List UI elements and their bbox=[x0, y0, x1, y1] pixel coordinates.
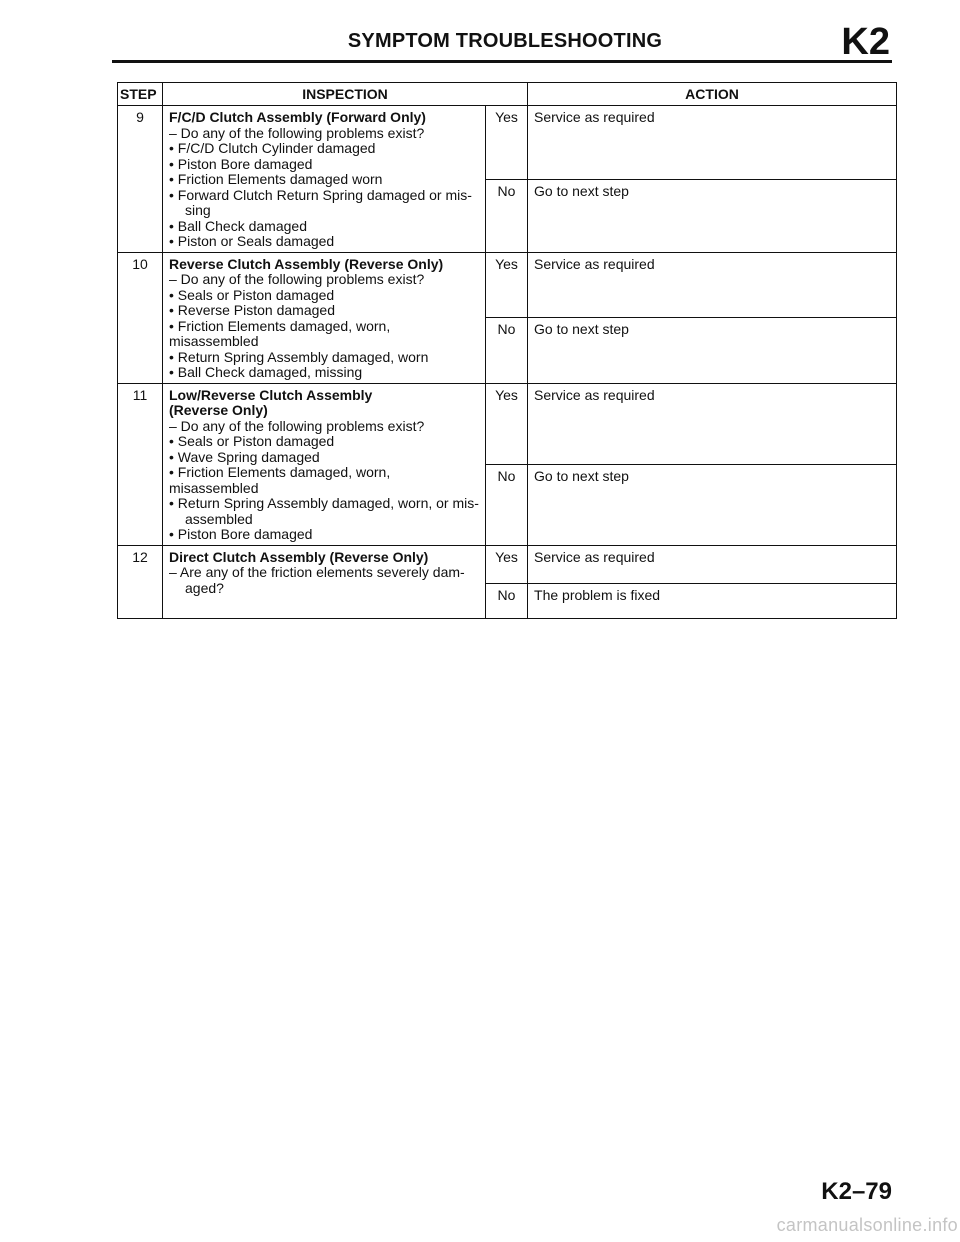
header-rule bbox=[112, 60, 892, 63]
no-label: No bbox=[486, 318, 528, 384]
inspection-cell bbox=[163, 545, 486, 618]
inspection-line: – Do any of the following problems exist? bbox=[169, 124, 425, 141]
inspection-line: aged? bbox=[185, 579, 224, 596]
yes-label: Yes bbox=[486, 545, 528, 583]
no-action: Go to next step bbox=[528, 318, 897, 384]
table-row bbox=[118, 252, 897, 318]
yes-label: Yes bbox=[486, 106, 528, 180]
yes-label: Yes bbox=[486, 383, 528, 464]
inspection-title: F/C/D Clutch Assembly (Forward Only) bbox=[169, 109, 426, 125]
inspection-line: • Ball Check damaged, missing bbox=[169, 364, 363, 380]
column-header-action: ACTION bbox=[528, 83, 897, 106]
table-row bbox=[118, 545, 897, 583]
inspection-line: • Return Spring Assembly damaged, worn, or mis- bbox=[169, 495, 479, 511]
inspection-line: • Friction Elements damaged worn bbox=[169, 171, 383, 187]
inspection-title: Low/Reverse Clutch Assembly bbox=[169, 386, 373, 403]
step-number: 11 bbox=[118, 383, 163, 545]
inspection-cell bbox=[163, 106, 486, 253]
inspection-line: • Friction Elements damaged, worn, misassembled bbox=[169, 464, 391, 496]
section-code: K2 bbox=[841, 21, 890, 63]
no-label: No bbox=[486, 464, 528, 545]
troubleshooting-table bbox=[117, 82, 897, 619]
no-label: No bbox=[486, 180, 528, 252]
inspection-line: – Are any of the friction elements severely dam- bbox=[169, 564, 465, 580]
inspection-cell bbox=[163, 252, 486, 383]
inspection-line: • Piston Bore damaged bbox=[169, 155, 313, 172]
inspection-title: Direct Clutch Assembly (Reverse Only) bbox=[169, 548, 429, 565]
no-action: Go to next step bbox=[528, 180, 897, 252]
inspection-line: • Piston Bore damaged bbox=[169, 526, 313, 542]
yes-action: Service as required bbox=[528, 383, 897, 464]
inspection-line: – Do any of the following problems exist? bbox=[169, 271, 425, 287]
inspection-line: • Seals or Piston damaged bbox=[169, 433, 335, 449]
step-number: 9 bbox=[118, 106, 163, 253]
yes-action: Service as required bbox=[528, 106, 897, 180]
no-action: The problem is fixed bbox=[528, 583, 897, 618]
inspection-line: • Forward Clutch Return Spring damaged or mis- bbox=[169, 186, 472, 203]
inspection-line: • F/C/D Clutch Cylinder damaged bbox=[169, 140, 376, 156]
yes-action: Service as required bbox=[528, 252, 897, 318]
page-title: SYMPTOM TROUBLESHOOTING bbox=[347, 30, 663, 52]
inspection-cell bbox=[163, 383, 486, 545]
inspection-line: • Return Spring Assembly damaged, worn bbox=[169, 348, 429, 365]
yes-label: Yes bbox=[486, 252, 528, 318]
inspection-line: • Piston or Seals damaged bbox=[169, 233, 335, 249]
table-header-row bbox=[118, 83, 897, 106]
inspection-line: – Do any of the following problems exist? bbox=[169, 417, 425, 434]
table-row bbox=[118, 106, 897, 180]
inspection-line: • Friction Elements damaged, worn, misassembled bbox=[169, 317, 391, 349]
inspection-title: Reverse Clutch Assembly (Reverse Only) bbox=[169, 255, 444, 272]
inspection-line: • Wave Spring damaged bbox=[169, 448, 320, 465]
yes-action: Service as required bbox=[528, 545, 897, 583]
column-header-step: STEP bbox=[118, 83, 163, 106]
inspection-line: • Ball Check damaged bbox=[169, 217, 307, 234]
no-action: Go to next step bbox=[528, 464, 897, 545]
page-number: K2–79 bbox=[821, 1178, 892, 1205]
step-number: 12 bbox=[118, 545, 163, 618]
table-row bbox=[118, 383, 897, 464]
inspection-line: assembled bbox=[185, 510, 253, 527]
inspection-line: • Seals or Piston damaged bbox=[169, 286, 335, 303]
watermark: carmanualsonline.info bbox=[776, 1215, 958, 1235]
column-header-inspection: INSPECTION bbox=[163, 83, 528, 106]
inspection-title-continued: (Reverse Only) bbox=[169, 402, 268, 418]
no-label: No bbox=[486, 583, 528, 618]
step-number: 10 bbox=[118, 252, 163, 383]
inspection-line: sing bbox=[185, 202, 211, 218]
inspection-line: • Reverse Piston damaged bbox=[169, 302, 335, 318]
